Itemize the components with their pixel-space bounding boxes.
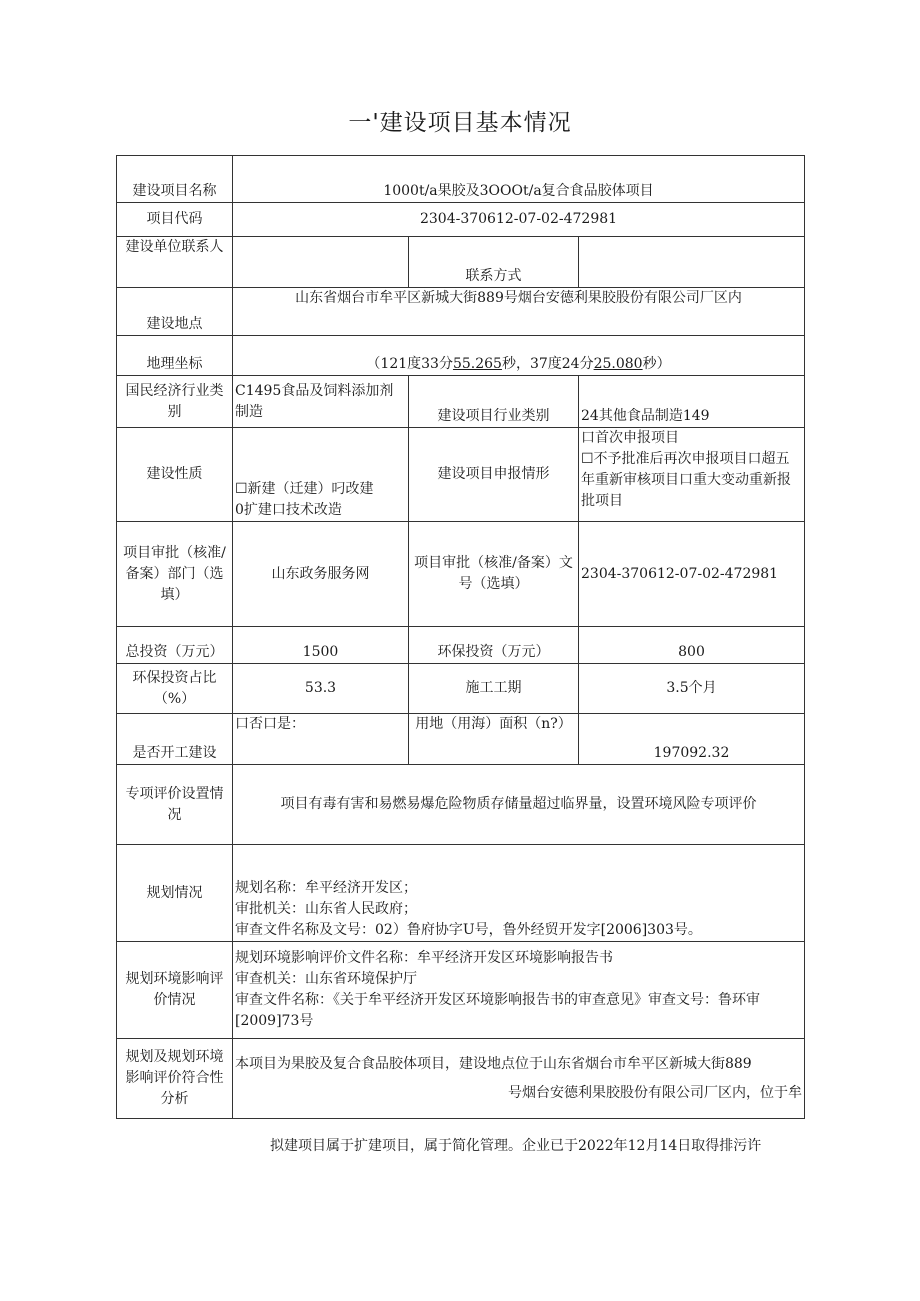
started-value: 口否口是： bbox=[233, 714, 409, 765]
contact-method-value bbox=[579, 237, 805, 288]
total-investment-value: 1500 bbox=[233, 627, 409, 664]
table-row bbox=[117, 203, 805, 237]
project-code-value: 2304-370612-07-02-472981 bbox=[233, 203, 805, 237]
planning-authority: 审批机关：山东省人民政府； bbox=[235, 901, 417, 917]
nature-option-line-2: 0扩建口技术改造 bbox=[235, 502, 342, 518]
planning-name: 规划名称：牟平经济开发区； bbox=[235, 880, 417, 896]
table-row bbox=[117, 288, 805, 336]
coordinates-seconds-2: 25.080 bbox=[593, 356, 643, 372]
land-area-value: 197092.32 bbox=[579, 714, 805, 765]
location-value: 山东省烟台市牟平区新城大街889号烟台安德利果胶股份有限公司厂区内 bbox=[233, 288, 805, 336]
conformity-line-1: 本项目为果胶及复合食品胶体项目，建设地点位于山东省烟台市牟平区新城大街889 bbox=[235, 1055, 752, 1072]
started-label: 是否开工建设 bbox=[117, 714, 233, 765]
table-row bbox=[117, 845, 805, 942]
coordinates-value bbox=[233, 336, 805, 376]
project-industry-label: 建设项目行业类别 bbox=[409, 376, 579, 428]
contact-value bbox=[233, 237, 409, 288]
table-row bbox=[117, 627, 805, 664]
planning-env-value bbox=[233, 942, 805, 1039]
table-row bbox=[117, 428, 805, 522]
approval-dept-value: 山东政务服务网 bbox=[233, 522, 409, 627]
nature-label: 建设性质 bbox=[117, 428, 233, 522]
project-name-label: 建设项目名称 bbox=[117, 156, 233, 203]
approval-dept-label: 项目审批（核准/备案）部门（选填） bbox=[117, 522, 233, 627]
project-industry-value: 24其他食品制造149 bbox=[579, 376, 805, 428]
planning-env-label: 规划环境影响评价情况 bbox=[117, 942, 233, 1039]
table-row bbox=[117, 664, 805, 714]
land-area-label: 用地（用海）面积（n?） bbox=[409, 714, 579, 765]
planning-document: 审查文件名称及文号：02）鲁府协字U号，鲁外经贸开发字[2006]303号。 bbox=[235, 922, 702, 938]
project-code-label: 项目代码 bbox=[117, 203, 233, 237]
planning-label: 规划情况 bbox=[117, 845, 233, 942]
env-ratio-value: 53.3 bbox=[233, 664, 409, 714]
total-investment-label: 总投资（万元） bbox=[117, 627, 233, 664]
env-investment-label: 环保投资（万元） bbox=[409, 627, 579, 664]
table-row bbox=[117, 336, 805, 376]
env-investment-value: 800 bbox=[579, 627, 805, 664]
table-row bbox=[117, 942, 805, 1039]
table-row bbox=[117, 714, 805, 765]
planning-env-document: 审查文件名称：《关于牟平经济开发区环境影响报告书的审查意见》审查文号：鲁环审[2009]73号 bbox=[235, 992, 760, 1029]
declaration-label: 建设项目申报情形 bbox=[409, 428, 579, 522]
conformity-line-2: 号烟台安德利果胶股份有限公司厂区内，位于牟 bbox=[508, 1084, 803, 1101]
coordinates-prefix: （121度33分 bbox=[366, 356, 453, 372]
coordinates-suffix: 秒） bbox=[642, 356, 671, 372]
special-eval-value: 项目有毒有害和易燃易爆危险物质存储量超过临界量，设置环境风险专项评价 bbox=[233, 765, 805, 845]
table-row bbox=[117, 156, 805, 203]
project-name-value: 1000t/a果胶及3OOOt/a复合食品胶体项目 bbox=[233, 156, 805, 203]
contact-method-label: 联系方式 bbox=[409, 237, 579, 288]
planning-value bbox=[233, 845, 805, 942]
table-row bbox=[117, 376, 805, 428]
section-title: 一'建设项目基本情况 bbox=[348, 110, 572, 136]
construction-period-value: 3.5个月 bbox=[579, 664, 805, 714]
planning-env-authority: 审查机关：山东省环境保护厅 bbox=[235, 971, 417, 987]
construction-period-label: 施工工期 bbox=[409, 664, 579, 714]
nature-option-line-1: ☐新建（迁建）叼改建 bbox=[235, 481, 374, 497]
coordinates-label: 地理坐标 bbox=[117, 336, 233, 376]
industry-label: 国民经济行业类别 bbox=[117, 376, 233, 428]
declaration-option-line-2: ☐不予批准后再次申报项目口超五年重新审核项目口重大变动重新报批项目 bbox=[581, 451, 791, 509]
table-row bbox=[117, 765, 805, 845]
industry-value: C1495食品及饲料添加剂制造 bbox=[233, 376, 409, 428]
env-ratio-label: 环保投资占比（%） bbox=[117, 664, 233, 714]
conformity-label: 规划及规划环境影响评价符合性分析 bbox=[117, 1039, 233, 1119]
coordinates-seconds-1: 55.265 bbox=[452, 356, 502, 372]
contact-label: 建设单位联系人 bbox=[117, 237, 233, 288]
footer-note: 拟建项目属于扩建项目，属于简化管理。企业已于2022年12月14日取得排污许 bbox=[270, 1138, 762, 1154]
coordinates-mid: 秒，37度24分 bbox=[501, 356, 594, 372]
table-row bbox=[117, 1039, 805, 1119]
location-label: 建设地点 bbox=[117, 288, 233, 336]
nature-value bbox=[233, 428, 409, 522]
declaration-value bbox=[579, 428, 805, 522]
approval-number-value: 2304-370612-07-02-472981 bbox=[579, 522, 805, 627]
planning-env-file: 规划环境影响评价文件名称：牟平经济开发区环境影响报告书 bbox=[235, 950, 613, 966]
declaration-option-line-1: 口首次申报项目 bbox=[581, 430, 679, 446]
conformity-value bbox=[233, 1039, 805, 1119]
approval-number-label: 项目审批（核准/备案）文号（选填） bbox=[409, 522, 579, 627]
project-info-table bbox=[116, 155, 805, 1119]
table-row bbox=[117, 522, 805, 627]
special-eval-label: 专项评价设置情况 bbox=[117, 765, 233, 845]
table-row bbox=[117, 237, 805, 288]
